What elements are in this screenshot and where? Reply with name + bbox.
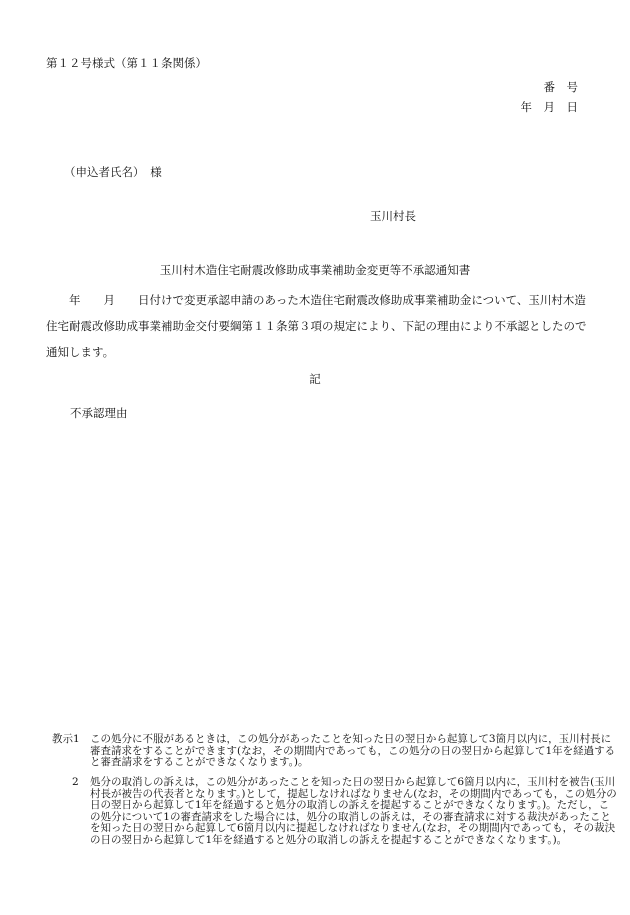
form-number: 第１２号様式（第１１条関係） xyxy=(46,56,207,70)
instruction-item-1 xyxy=(52,734,618,769)
document-number-label: 番 号 xyxy=(543,80,578,94)
notice-body-text: 年 月 日付けで変更承認申請のあった木造住宅耐震改修助成事業補助金について、玉川村木造住宅耐震改修助成事業補助金交付要綱第１１条第３項の規定により、下記の理由により不承認としたので通知します。 xyxy=(46,293,587,359)
ki-heading: 記 xyxy=(309,372,321,386)
issuer-name: 玉川村長 xyxy=(370,209,416,223)
instruction-text-1: この処分に不服があるときは，この処分があったことを知った日の翌日から起算して3箇月以内に，玉川村長に審査請求をすることができます(なお，その期間内であっても，この処分の日の翌日から起算して1年を経過すると審査請求をすることができなくなります。)。 xyxy=(90,733,616,768)
instruction-number-2: 2 xyxy=(72,776,79,788)
issue-date-label: 年 月 日 xyxy=(520,100,578,114)
recipient-name: （申込者氏名） 様 xyxy=(64,165,162,179)
instruction-text-2: 処分の取消しの訴えは，この処分があったことを知った日の翌日から起算して6箇月以内に，玉川村を被告(玉川村長が被告の代表者となります。)として，提起しなければなりません(なお，その期間内であっても，この処分の日の翌日から起算して1年を経過すると処分の取消しの訴えを提起することができなくなります。)。ただし，この処分について1の審査請求をした場合には，処分の取消しの訴えは，その審査請求に対する裁決があったことを知った日の翌日から起算して6箇月以内に提起しなければなりません(なお，その期間内であっても，その裁決の日の翌日から起算して1年を経過すると処分の取消しの訴えを提起することができなくなります。)。 xyxy=(90,776,617,846)
reason-label: 不承認理由 xyxy=(70,406,128,420)
document-title: 玉川村木造住宅耐震改修助成事業補助金変更等不承認通知書 xyxy=(159,263,471,277)
instruction-item-2 xyxy=(72,777,618,846)
instruction-label: 教示1 xyxy=(52,733,80,745)
